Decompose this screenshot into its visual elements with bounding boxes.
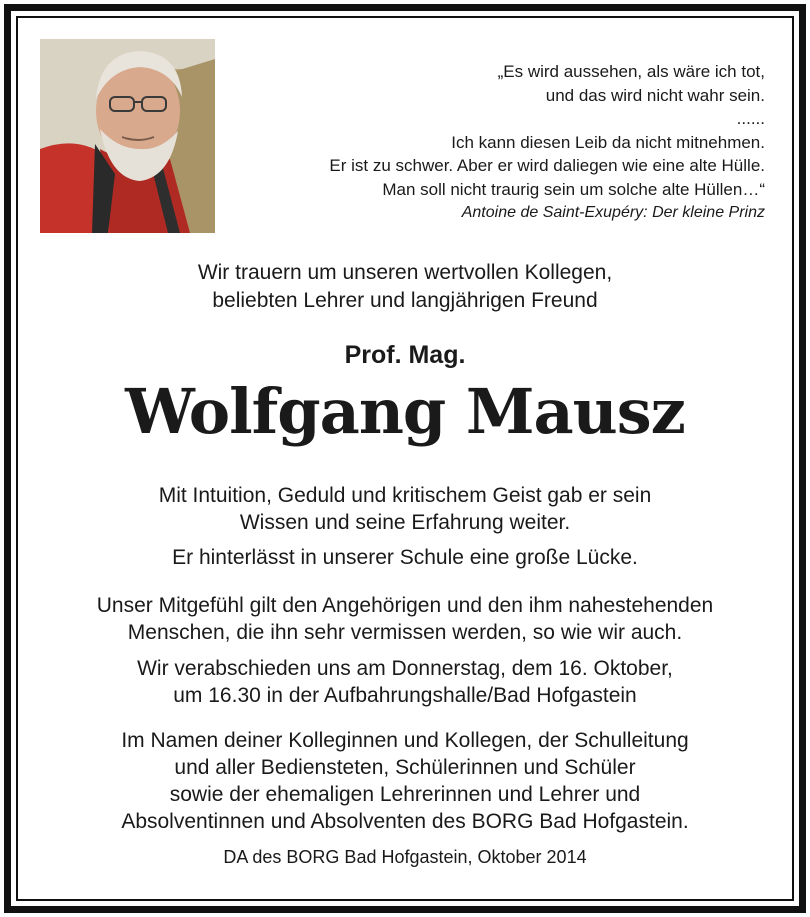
quote-line: „Es wird aussehen, als wäre ich tot, <box>497 62 765 81</box>
paragraph <box>20 544 790 571</box>
paragraph-line: um 16.30 in der Aufbahrungshalle/Bad Hofgastein <box>173 684 637 707</box>
paragraph-line: Mit Intuition, Geduld und kritischem Geist gab er sein <box>158 484 652 507</box>
paragraph <box>20 655 790 709</box>
intro-line: Wir trauern um unseren wertvollen Kollegen, <box>197 261 613 284</box>
intro-text <box>20 259 790 315</box>
quote-line: Er ist zu schwer. Aber er wird daliegen wie eine alte Hülle. <box>329 156 765 175</box>
paragraph-line: Er hinterlässt in unserer Schule eine große Lücke. <box>172 546 638 569</box>
quote-block <box>205 60 765 225</box>
paragraph-line: Wir verabschieden uns am Donnerstag, dem 16. Oktober, <box>137 657 673 680</box>
paragraph-line: Im Namen deiner Kolleginnen und Kollegen, der Schulleitung <box>121 729 689 752</box>
person-name: Wolfgang Mausz <box>125 375 685 448</box>
quote-ellipsis: ...... <box>736 109 765 128</box>
intro-line: beliebten Lehrer und langjährigen Freund <box>212 289 598 312</box>
paragraph <box>20 482 790 536</box>
paragraph-line: Wissen und seine Erfahrung weiter. <box>239 511 571 534</box>
paragraph-line: Absolventinnen und Absolventen des BORG Bad Hofgastein. <box>121 810 689 833</box>
quote-author: Antoine de Saint-Exupéry: Der kleine Prinz <box>461 204 765 221</box>
paragraph <box>20 727 790 835</box>
quote-line: und das wird nicht wahr sein. <box>545 85 765 105</box>
quote-line: Ich kann diesen Leib da nicht mitnehmen. <box>451 132 765 152</box>
portrait-photo <box>40 39 215 233</box>
person-title: Prof. Mag. <box>344 341 466 369</box>
quote-line: Man soll nicht traurig sein um solche alte Hüllen…“ <box>382 179 765 199</box>
paragraph-line: sowie der ehemaligen Lehrerinnen und Lehrer und <box>169 783 641 806</box>
paragraph-line: Unser Mitgefühl gilt den Angehörigen und den ihm nahestehenden <box>96 594 714 617</box>
paragraph-line: Menschen, die ihn sehr vermissen werden, so wie wir auch. <box>127 621 683 644</box>
signature: DA des BORG Bad Hofgastein, Oktober 2014 <box>223 847 587 867</box>
paragraph-line: und aller Bediensteten, Schülerinnen und Schüler <box>174 756 636 779</box>
paragraph <box>20 592 790 646</box>
